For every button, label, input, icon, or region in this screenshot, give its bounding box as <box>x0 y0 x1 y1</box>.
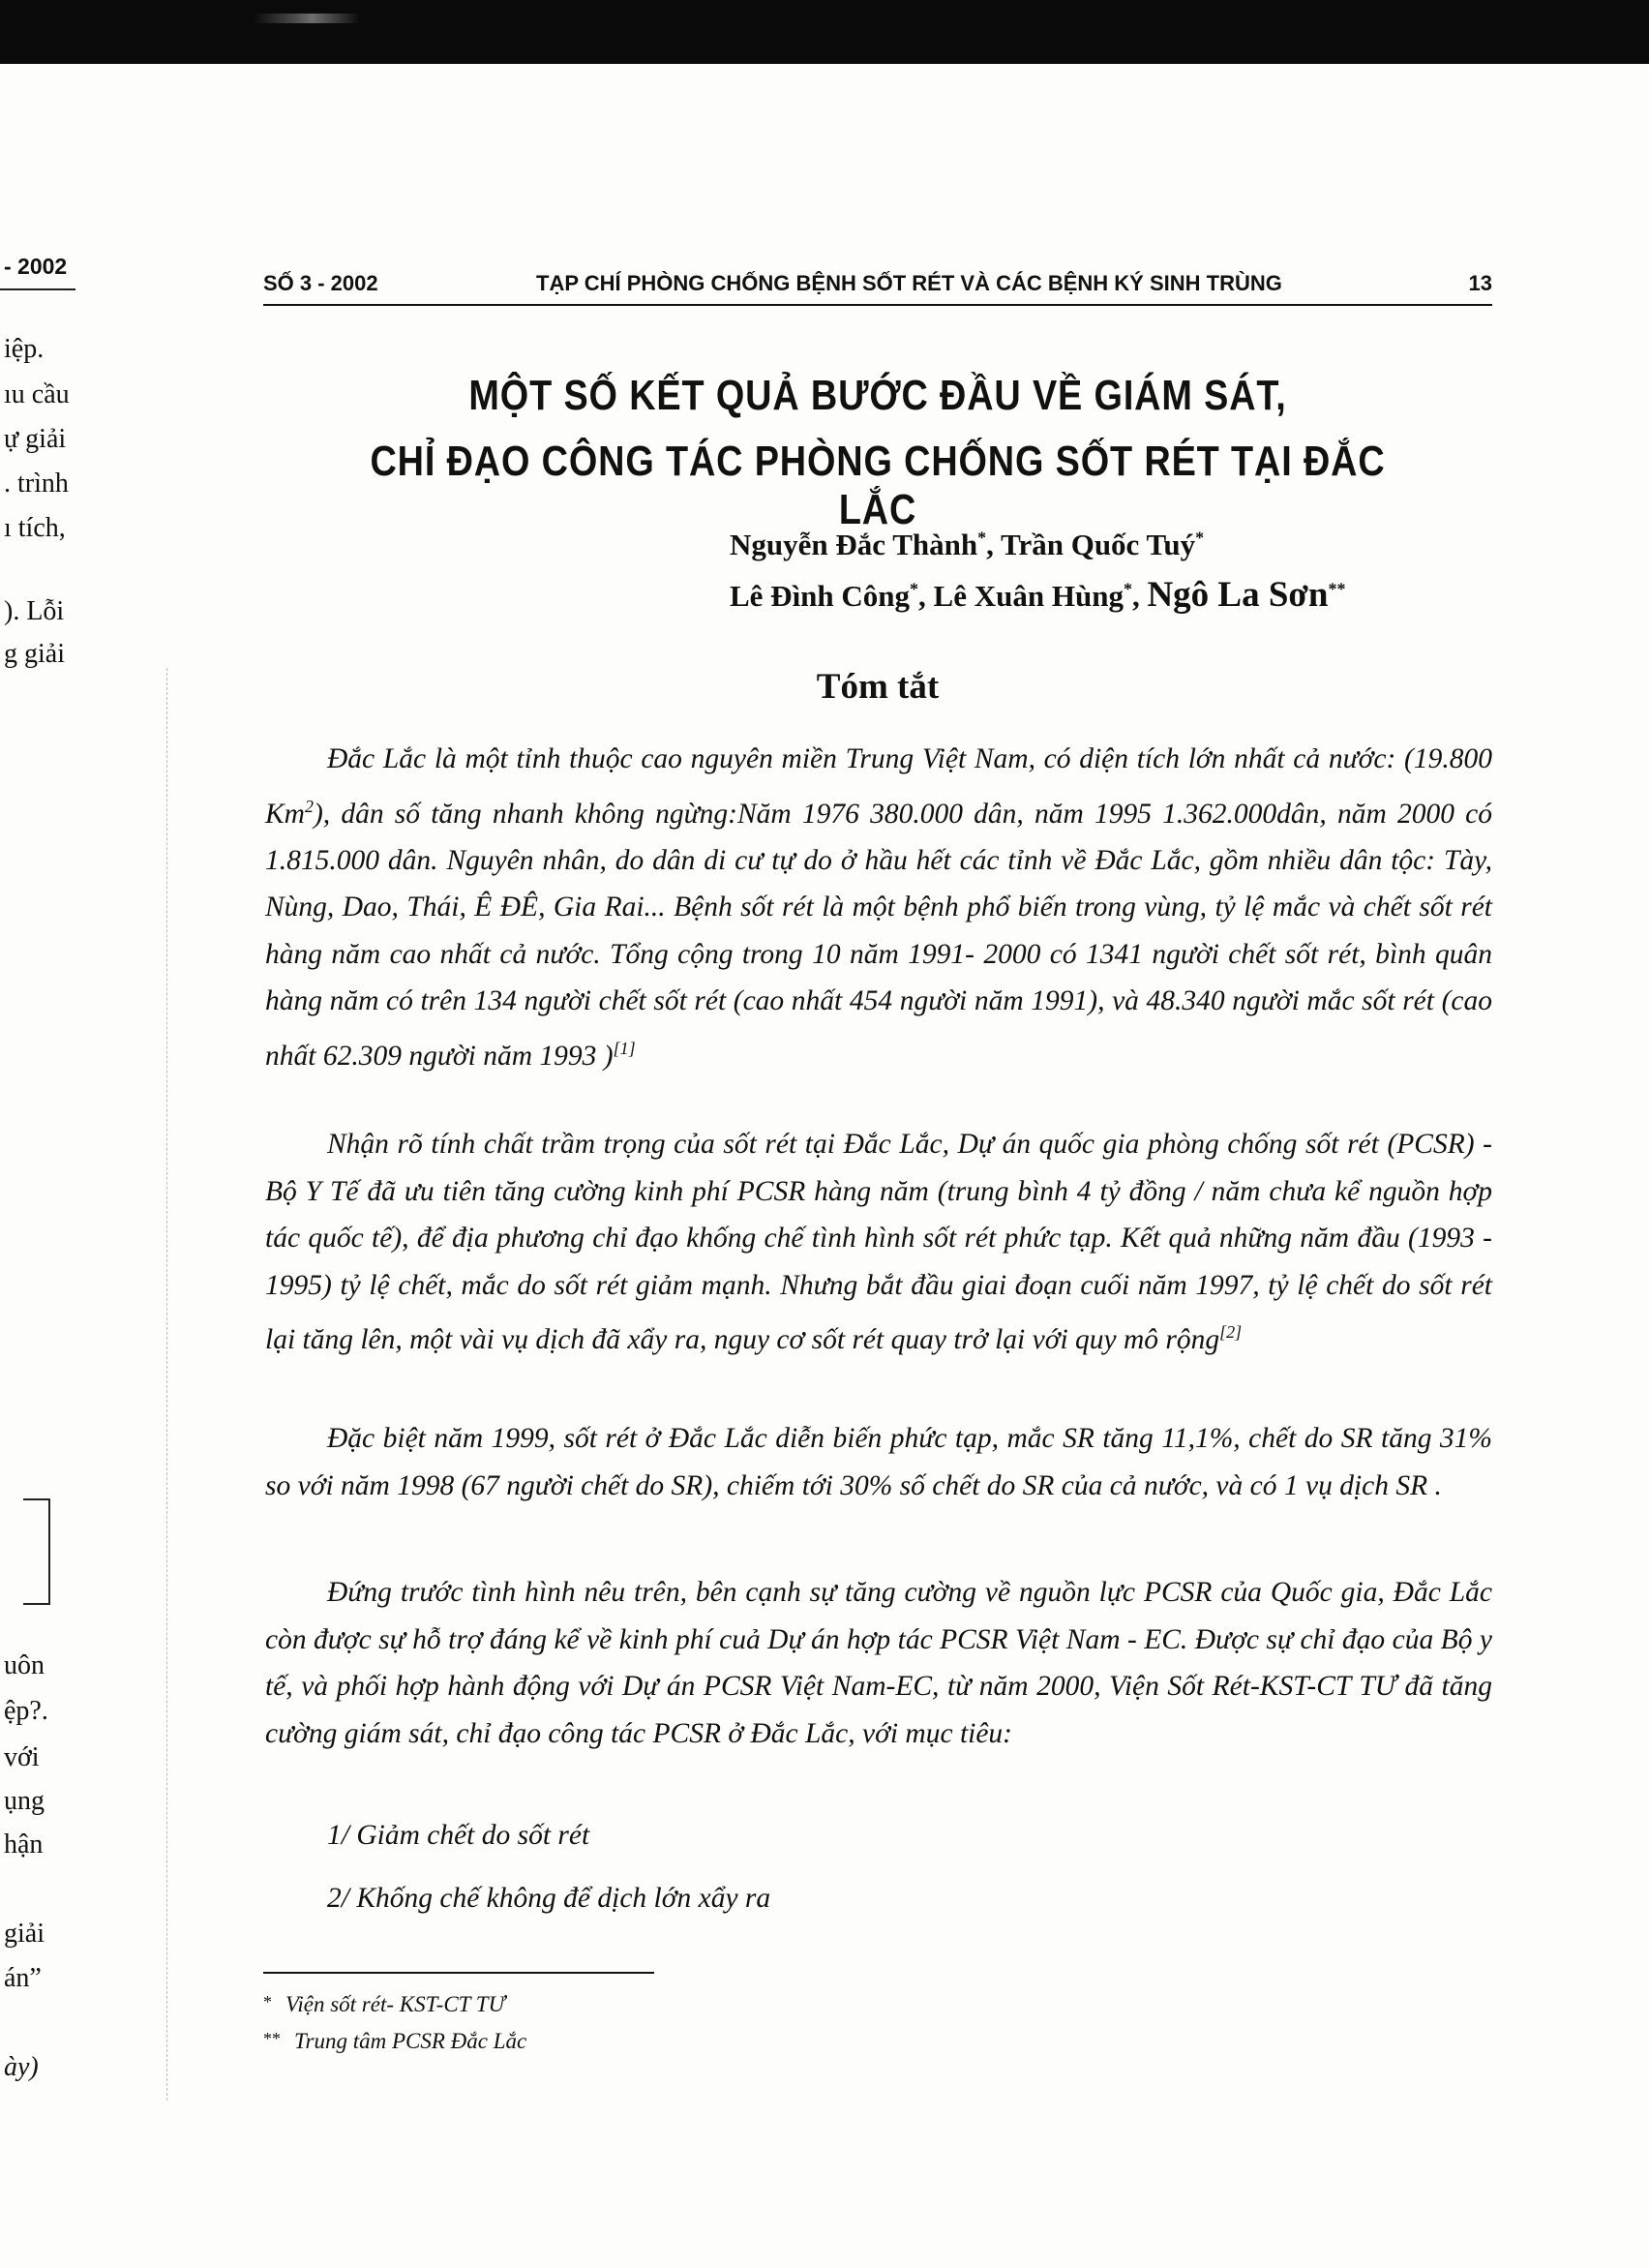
p1-text-a: Đắc Lắc là một tỉnh thuộc cao nguyên miền Trung Việt Nam, có diện tích lớn nhất cả nước: (19.800 Km <box>265 743 1492 830</box>
footnote-text: Viện sốt rét- KST-CT TƯ <box>285 1992 505 2016</box>
prev-line: với <box>4 1742 40 1772</box>
header-rule <box>263 304 1492 306</box>
p1-text-b: ), dân số tăng nhanh không ngừng:Năm 1976 380.000 dân, năm 1995 1.362.000dân, năm 2000 có 1.815.000 dân. Nguyên nhân, do dân di cư tự do ở hầu hết các tỉnh về Đắc Lắc, gồm nhiều dân tộc: Tày, Nùng, Dao, Thái, Ê ĐÊ, Gia Rai... Bệnh sốt rét là một bệnh phổ biến trong vùng, tỷ lệ mắc và chết sốt rét hàng năm cao nhất cả nước. Tổng cộng trong 10 năm 1991- 2000 có 1341 người chết sốt rét, bình quân hàng năm có trên 134 người chết sốt rét (cao nhất 454 người năm 1991), và 48.340 người mắc sốt rét (cao nhất 62.309 người năm 1993 ) <box>265 798 1492 1072</box>
citation-ref: [2] <box>1219 1322 1243 1342</box>
author-5: Ngô La Sơn <box>1147 575 1329 615</box>
running-header <box>263 267 1492 302</box>
p3-text: Đặc biệt năm 1999, sốt rét ở Đắc Lắc diễn biến phức tạp, mắc SR tăng 11,1%, chết do SR tăng 31% so với năm 1998 (67 người chết do SR), chiếm tới 30% số chết do SR của cả nước, và có 1 vụ dịch SR . <box>265 1423 1492 1501</box>
authors-line-1 <box>730 528 1204 562</box>
goal-item-1: 1/ Giảm chết do sốt rét <box>327 1820 590 1851</box>
prev-line: g giải <box>4 639 65 669</box>
footnote-mark: ** <box>263 2029 281 2048</box>
author-4: Lê Xuân Hùng <box>933 579 1124 613</box>
affiliation-mark: ** <box>1328 579 1346 599</box>
abstract-paragraph-3 <box>265 1415 1492 1509</box>
scan-artifact <box>254 14 360 23</box>
prev-line: ự giải <box>4 424 67 454</box>
prev-line: iệp. <box>4 334 45 364</box>
prev-line: ày) <box>4 2052 39 2082</box>
prev-line: ụng <box>4 1786 45 1816</box>
prev-line: . trình <box>4 469 69 499</box>
prev-header-rule <box>0 288 75 290</box>
footnote-text: Trung tâm PCSR Đắc Lắc <box>294 2029 527 2053</box>
title-line-2: CHỈ ĐẠO CÔNG TÁC PHÒNG CHỐNG SỐT RÉT TẠI ĐẮC LẮC <box>370 438 1386 533</box>
author-separator: , <box>918 579 934 613</box>
author-1: Nguyễn Đắc Thành <box>730 528 978 561</box>
abstract-paragraph-1 <box>265 736 1492 1079</box>
prev-line: ıu cầu <box>4 379 70 409</box>
prev-line: ı tích, <box>4 513 66 543</box>
prev-line: ). Lỗi <box>4 596 65 626</box>
author-separator: , <box>1131 579 1148 613</box>
p2-text: Nhận rõ tính chất trầm trọng của sốt rét tại Đắc Lắc, Dự án quốc gia phòng chống sốt rét (PCSR) - Bộ Y Tế đã ưu tiên tăng cường kinh phí PCSR hàng năm (trung bình 4 tỷ đồng / năm chưa kể nguồn hợp tác quốc tế), để địa phương chỉ đạo khống chế tình hình sốt rét phức tạp. Kết quả những năm đầu (1993 - 1995) tỷ lệ chết, mắc do sốt rét giảm mạnh. Nhưng bắt đầu giai đoạn cuối năm 1997, tỷ lệ chết do sốt rét lại tăng lên, một vài vụ dịch đã xẩy ra, nguy cơ sốt rét quay trở lại với quy mô rộng <box>265 1129 1492 1355</box>
superscript: 2 <box>304 796 314 816</box>
affiliation-mark: * <box>1195 528 1205 548</box>
goal-item-2: 2/ Khống chế không để dịch lớn xẩy ra <box>327 1883 771 1914</box>
authors-line-2 <box>730 574 1346 616</box>
prev-line: hận <box>4 1830 44 1860</box>
journal-name: TẠP CHÍ PHÒNG CHỐNG BỆNH SỐT RÉT VÀ CÁC BỆNH KÝ SINH TRÙNG <box>536 271 1282 295</box>
author-2: Trần Quốc Tuý <box>1001 528 1196 561</box>
previous-page-edge <box>0 0 166 2268</box>
prev-line: giải <box>4 1919 45 1949</box>
p4-text: Đứng trước tình hình nêu trên, bên cạnh sự tăng cường về nguồn lực PCSR của Quốc gia, Đắc Lắc còn được sự hỗ trợ đáng kể về kinh phí cuả Dự án hợp tác PCSR Việt Nam - EC. Được sự chỉ đạo của Bộ y tế, và phối hợp hành động với Dự án PCSR Việt Nam-EC, từ năm 2000, Viện Sốt Rét-KST-CT TƯ đã tăng cường giám sát, chỉ đạo công tác PCSR ở Đắc Lắc, với mục tiêu: <box>265 1577 1492 1749</box>
citation-ref: [1] <box>613 1038 636 1058</box>
abstract-paragraph-2 <box>265 1121 1492 1363</box>
affiliation-mark: * <box>910 579 919 599</box>
abstract-heading: Tóm tắt <box>816 667 940 707</box>
author-separator: , <box>986 528 1002 561</box>
prev-page-header: - 2002 <box>4 254 68 279</box>
prev-bracket <box>23 1498 50 1605</box>
issue-label: SỐ 3 - 2002 <box>263 271 378 295</box>
author-3: Lê Đình Công <box>730 579 911 613</box>
prev-line: ệp?. <box>4 1696 48 1726</box>
title-line-1: MỘT SỐ KẾT QUẢ BƯỚC ĐẦU VỀ GIÁM SÁT, <box>468 372 1287 419</box>
abstract-paragraph-4 <box>265 1569 1492 1757</box>
page-number: 13 <box>1468 271 1492 295</box>
scan-top-border <box>0 0 1649 64</box>
page-gutter <box>166 668 167 2101</box>
affiliation-mark: * <box>977 528 987 548</box>
prev-line: án” <box>4 1963 42 1993</box>
prev-line: uôn <box>4 1650 45 1680</box>
affiliation-mark: * <box>1123 579 1132 599</box>
footnote-rule <box>263 1972 654 1974</box>
footnote-mark: * <box>263 1992 272 2011</box>
footnote-1 <box>263 1992 505 2017</box>
footnote-2 <box>263 2029 526 2054</box>
